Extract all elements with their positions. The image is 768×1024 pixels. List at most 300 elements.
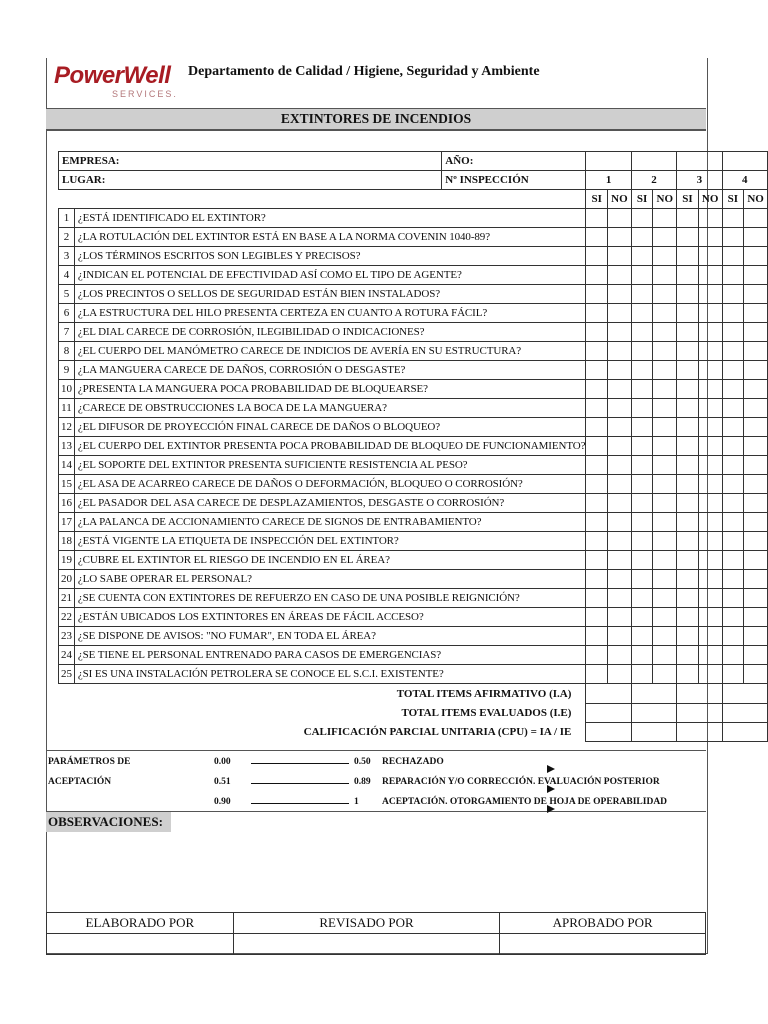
answer-no-checkbox[interactable] [608, 285, 632, 304]
answer-no-checkbox[interactable] [608, 608, 632, 627]
answer-si-checkbox[interactable] [722, 665, 744, 684]
answer-no-checkbox[interactable] [608, 323, 632, 342]
answer-si-checkbox[interactable] [722, 342, 744, 361]
question-number: 5 [59, 285, 75, 304]
parameter-from: 0.90 [214, 797, 231, 807]
answer-no-checkbox[interactable] [744, 209, 768, 228]
parameter-to: 1 [354, 797, 359, 807]
question-number: 21 [59, 589, 75, 608]
question-row [59, 627, 768, 646]
empresa-cell-1[interactable] [586, 152, 631, 171]
answer-si-checkbox[interactable] [586, 456, 608, 475]
answer-si-checkbox[interactable] [722, 570, 744, 589]
empresa-row [59, 152, 768, 171]
answer-no-checkbox[interactable] [698, 342, 722, 361]
answer-si-checkbox[interactable] [586, 285, 608, 304]
answer-si-checkbox[interactable] [677, 323, 699, 342]
answer-si-checkbox[interactable] [677, 304, 699, 323]
answer-no-checkbox[interactable] [698, 608, 722, 627]
answer-si-checkbox[interactable] [631, 551, 653, 570]
blank-cell [59, 190, 586, 209]
answer-si-checkbox[interactable] [586, 646, 608, 665]
answer-si-checkbox[interactable] [586, 323, 608, 342]
answer-si-checkbox[interactable] [722, 266, 744, 285]
answer-no-checkbox[interactable] [608, 418, 632, 437]
answer-si-checkbox[interactable] [631, 247, 653, 266]
answer-si-checkbox[interactable] [722, 380, 744, 399]
answer-si-checkbox[interactable] [631, 456, 653, 475]
question-text: ¿LA PALANCA DE ACCIONAMIENTO CARECE DE SIGNOS DE ENTRABAMIENTO? [74, 513, 586, 532]
answer-no-checkbox[interactable] [698, 323, 722, 342]
si-header: SI [677, 190, 699, 209]
question-number: 16 [59, 494, 75, 513]
aprobado-label: APROBADO POR [500, 913, 706, 934]
answer-si-checkbox[interactable] [631, 380, 653, 399]
answer-no-checkbox[interactable] [653, 304, 677, 323]
total-value-cell[interactable] [677, 684, 722, 704]
question-text: ¿SE DISPONE DE AVISOS: "NO FUMAR", EN TODA EL ÁREA? [74, 627, 586, 646]
answer-si-checkbox[interactable] [586, 266, 608, 285]
parameters-label-line2: ACEPTACIÓN [48, 777, 112, 787]
answer-si-checkbox[interactable] [631, 532, 653, 551]
parameter-to: 0.50 [354, 757, 371, 767]
answer-no-checkbox[interactable] [608, 209, 632, 228]
answer-si-checkbox[interactable] [677, 665, 699, 684]
question-text: ¿EL CUERPO DEL MANÓMETRO CARECE DE INDICIOS DE AVERÍA EN SU ESTRUCTURA? [74, 342, 586, 361]
answer-si-checkbox[interactable] [586, 551, 608, 570]
answer-si-checkbox[interactable] [677, 228, 699, 247]
logo-sub-text: SERVICES. [112, 89, 178, 99]
cpu-label: CALIFICACIÓN PARCIAL UNITARIA (CPU) = IA / IE [303, 725, 572, 738]
answer-si-checkbox[interactable] [631, 399, 653, 418]
answer-no-checkbox[interactable] [744, 418, 768, 437]
parameter-row [46, 777, 706, 791]
answer-no-checkbox[interactable] [608, 665, 632, 684]
answer-si-checkbox[interactable] [722, 285, 744, 304]
answer-si-checkbox[interactable] [586, 342, 608, 361]
total-value-cell[interactable] [722, 722, 767, 741]
answer-no-checkbox[interactable] [744, 437, 768, 456]
total-value-cell[interactable] [677, 703, 722, 722]
question-text: ¿CUBRE EL EXTINTOR EL RIESGO DE INCENDIO EN EL ÁREA? [74, 551, 586, 570]
question-number: 22 [59, 608, 75, 627]
answer-si-checkbox[interactable] [586, 665, 608, 684]
answer-no-checkbox[interactable] [653, 247, 677, 266]
answer-si-checkbox[interactable] [631, 494, 653, 513]
question-row [59, 323, 768, 342]
answer-no-checkbox[interactable] [608, 342, 632, 361]
answer-no-checkbox[interactable] [744, 570, 768, 589]
answer-si-checkbox[interactable] [631, 304, 653, 323]
inspection-number-3: 3 [677, 171, 722, 190]
elaborado-field[interactable] [47, 934, 234, 955]
elaborado-label: ELABORADO POR [47, 913, 234, 934]
answer-si-checkbox[interactable] [586, 570, 608, 589]
answer-si-checkbox[interactable] [631, 608, 653, 627]
answer-no-checkbox[interactable] [698, 266, 722, 285]
answer-no-checkbox[interactable] [653, 456, 677, 475]
revisado-field[interactable] [233, 934, 500, 955]
answer-si-checkbox[interactable] [722, 532, 744, 551]
observaciones-label: OBSERVACIONES: [46, 812, 171, 832]
answer-si-checkbox[interactable] [722, 437, 744, 456]
answer-no-checkbox[interactable] [608, 380, 632, 399]
question-number: 8 [59, 342, 75, 361]
lugar-label: LUGAR: [59, 171, 442, 190]
answer-no-checkbox[interactable] [744, 285, 768, 304]
answer-si-checkbox[interactable] [631, 646, 653, 665]
question-row [59, 589, 768, 608]
question-text: ¿SE TIENE EL PERSONAL ENTRENADO PARA CASOS DE EMERGENCIAS? [74, 646, 586, 665]
answer-no-checkbox[interactable] [653, 494, 677, 513]
answer-no-checkbox[interactable] [608, 494, 632, 513]
question-row [59, 380, 768, 399]
answer-no-checkbox[interactable] [653, 323, 677, 342]
answer-si-checkbox[interactable] [677, 475, 699, 494]
answer-si-checkbox[interactable] [677, 380, 699, 399]
answer-si-checkbox[interactable] [631, 323, 653, 342]
question-row [59, 399, 768, 418]
answer-no-checkbox[interactable] [653, 380, 677, 399]
question-number: 6 [59, 304, 75, 323]
answer-si-checkbox[interactable] [586, 209, 608, 228]
answer-no-checkbox[interactable] [698, 513, 722, 532]
answer-no-checkbox[interactable] [698, 475, 722, 494]
answer-si-checkbox[interactable] [586, 380, 608, 399]
total-value-cell[interactable] [722, 703, 767, 722]
answer-si-checkbox[interactable] [677, 361, 699, 380]
answer-si-checkbox[interactable] [631, 475, 653, 494]
question-row [59, 361, 768, 380]
si-header: SI [586, 190, 608, 209]
answer-no-checkbox[interactable] [608, 399, 632, 418]
total-evaluados-label: TOTAL ITEMS EVALUADOS (I.E) [401, 706, 572, 719]
answer-si-checkbox[interactable] [722, 475, 744, 494]
company-logo [54, 62, 178, 104]
answer-si-checkbox[interactable] [631, 285, 653, 304]
answer-no-checkbox[interactable] [653, 665, 677, 684]
answer-si-checkbox[interactable] [631, 418, 653, 437]
question-number: 3 [59, 247, 75, 266]
no-header: NO [608, 190, 632, 209]
answer-si-checkbox[interactable] [677, 437, 699, 456]
answer-si-checkbox[interactable] [722, 399, 744, 418]
answer-si-checkbox[interactable] [586, 304, 608, 323]
answer-no-checkbox[interactable] [744, 475, 768, 494]
answer-si-checkbox[interactable] [677, 399, 699, 418]
answer-no-checkbox[interactable] [608, 570, 632, 589]
question-number: 23 [59, 627, 75, 646]
question-number: 1 [59, 209, 75, 228]
arrow-icon [251, 783, 349, 784]
answer-si-checkbox[interactable] [586, 532, 608, 551]
answer-no-checkbox[interactable] [698, 247, 722, 266]
question-row [59, 437, 768, 456]
question-text: ¿EL CUERPO DEL EXTINTOR PRESENTA POCA PROBABILIDAD DE BLOQUEO DE FUNCIONAMIENTO? [74, 437, 586, 456]
answer-no-checkbox[interactable] [744, 608, 768, 627]
aprobado-field[interactable] [500, 934, 706, 955]
answer-no-checkbox[interactable] [698, 228, 722, 247]
question-number: 24 [59, 646, 75, 665]
answer-si-checkbox[interactable] [722, 247, 744, 266]
no-header: NO [698, 190, 722, 209]
answer-si-checkbox[interactable] [586, 494, 608, 513]
answer-si-checkbox[interactable] [586, 418, 608, 437]
question-row [59, 608, 768, 627]
question-text: ¿PRESENTA LA MANGUERA POCA PROBABILIDAD DE BLOQUEARSE? [74, 380, 586, 399]
answer-si-checkbox[interactable] [586, 437, 608, 456]
answer-no-checkbox[interactable] [744, 456, 768, 475]
answer-si-checkbox[interactable] [722, 627, 744, 646]
answer-no-checkbox[interactable] [744, 665, 768, 684]
total-value-cell[interactable] [677, 722, 722, 741]
answer-si-checkbox[interactable] [677, 285, 699, 304]
question-row [59, 209, 768, 228]
empresa-cell-2[interactable] [631, 152, 676, 171]
answer-si-checkbox[interactable] [631, 570, 653, 589]
answer-no-checkbox[interactable] [653, 627, 677, 646]
answer-si-checkbox[interactable] [677, 266, 699, 285]
answer-si-checkbox[interactable] [722, 551, 744, 570]
answer-si-checkbox[interactable] [586, 228, 608, 247]
answer-si-checkbox[interactable] [722, 513, 744, 532]
answer-no-checkbox[interactable] [653, 475, 677, 494]
answer-si-checkbox[interactable] [586, 627, 608, 646]
empresa-label: EMPRESA: [59, 152, 442, 171]
answer-si-checkbox[interactable] [677, 551, 699, 570]
answer-no-checkbox[interactable] [608, 475, 632, 494]
answer-no-checkbox[interactable] [698, 570, 722, 589]
question-text: ¿EL DIAL CARECE DE CORROSIÓN, ILEGIBILIDAD O INDICACIONES? [74, 323, 586, 342]
answer-no-checkbox[interactable] [653, 437, 677, 456]
answer-si-checkbox[interactable] [586, 399, 608, 418]
answer-no-checkbox[interactable] [653, 532, 677, 551]
answer-si-checkbox[interactable] [586, 589, 608, 608]
answer-si-checkbox[interactable] [722, 304, 744, 323]
answer-no-checkbox[interactable] [744, 266, 768, 285]
answer-no-checkbox[interactable] [698, 380, 722, 399]
question-text: ¿LOS PRECINTOS O SELLOS DE SEGURIDAD ESTÁN BIEN INSTALADOS? [74, 285, 586, 304]
total-value-cell[interactable] [631, 703, 676, 722]
answer-si-checkbox[interactable] [722, 456, 744, 475]
answer-si-checkbox[interactable] [677, 513, 699, 532]
answer-si-checkbox[interactable] [722, 209, 744, 228]
question-row [59, 646, 768, 665]
empresa-cell-4[interactable] [722, 152, 767, 171]
answer-no-checkbox[interactable] [744, 304, 768, 323]
answer-no-checkbox[interactable] [653, 342, 677, 361]
answer-no-checkbox[interactable] [608, 627, 632, 646]
answer-no-checkbox[interactable] [744, 646, 768, 665]
answer-no-checkbox[interactable] [653, 361, 677, 380]
answer-si-checkbox[interactable] [631, 437, 653, 456]
answer-si-checkbox[interactable] [586, 513, 608, 532]
answer-si-checkbox[interactable] [722, 228, 744, 247]
answer-si-checkbox[interactable] [722, 608, 744, 627]
total-value-cell[interactable] [586, 703, 631, 722]
answer-si-checkbox[interactable] [677, 627, 699, 646]
answer-no-checkbox[interactable] [608, 532, 632, 551]
question-text: ¿ESTÁ IDENTIFICADO EL EXTINTOR? [74, 209, 586, 228]
question-row [59, 494, 768, 513]
total-value-cell[interactable] [631, 722, 676, 741]
answer-no-checkbox[interactable] [653, 418, 677, 437]
answer-si-checkbox[interactable] [631, 665, 653, 684]
question-number: 12 [59, 418, 75, 437]
question-row [59, 304, 768, 323]
total-value-cell[interactable] [586, 722, 631, 741]
answer-no-checkbox[interactable] [744, 513, 768, 532]
answer-no-checkbox[interactable] [653, 570, 677, 589]
answer-no-checkbox[interactable] [608, 361, 632, 380]
answer-no-checkbox[interactable] [608, 228, 632, 247]
answer-si-checkbox[interactable] [677, 456, 699, 475]
answer-si-checkbox[interactable] [586, 475, 608, 494]
answer-no-checkbox[interactable] [608, 551, 632, 570]
answer-no-checkbox[interactable] [608, 646, 632, 665]
answer-no-checkbox[interactable] [653, 266, 677, 285]
acceptance-parameters [46, 750, 706, 812]
parameters-label-line1: PARÁMETROS DE [48, 757, 131, 767]
parameter-desc: ACEPTACIÓN. OTORGAMIENTO DE HOJA DE OPERABILIDAD [382, 797, 668, 807]
answer-no-checkbox[interactable] [608, 247, 632, 266]
answer-si-checkbox[interactable] [631, 228, 653, 247]
answer-no-checkbox[interactable] [744, 589, 768, 608]
answer-si-checkbox[interactable] [677, 209, 699, 228]
answer-no-checkbox[interactable] [698, 627, 722, 646]
question-row [59, 665, 768, 684]
answer-no-checkbox[interactable] [744, 228, 768, 247]
answer-no-checkbox[interactable] [744, 532, 768, 551]
answer-no-checkbox[interactable] [653, 399, 677, 418]
answer-no-checkbox[interactable] [698, 646, 722, 665]
total-row [59, 684, 768, 704]
question-row [59, 570, 768, 589]
answer-no-checkbox[interactable] [608, 589, 632, 608]
answer-no-checkbox[interactable] [698, 399, 722, 418]
answer-no-checkbox[interactable] [744, 323, 768, 342]
question-text: ¿ESTÁN UBICADOS LOS EXTINTORES EN ÁREAS DE FÁCIL ACCESO? [74, 608, 586, 627]
si-no-header-row [59, 190, 768, 209]
si-header: SI [631, 190, 653, 209]
question-number: 25 [59, 665, 75, 684]
answer-si-checkbox[interactable] [677, 532, 699, 551]
question-text: ¿EL ASA DE ACARREO CARECE DE DAÑOS O DEFORMACIÓN, BLOQUEO O CORROSIÓN? [74, 475, 586, 494]
answer-no-checkbox[interactable] [698, 665, 722, 684]
answer-no-checkbox[interactable] [608, 437, 632, 456]
answer-si-checkbox[interactable] [677, 589, 699, 608]
answer-si-checkbox[interactable] [586, 608, 608, 627]
observaciones-field[interactable] [170, 812, 700, 908]
question-text: ¿LO SABE OPERAR EL PERSONAL? [74, 570, 586, 589]
answer-no-checkbox[interactable] [744, 342, 768, 361]
question-number: 13 [59, 437, 75, 456]
arrow-icon [251, 803, 349, 804]
parameter-row [46, 757, 706, 771]
answer-no-checkbox[interactable] [653, 608, 677, 627]
answer-si-checkbox[interactable] [722, 323, 744, 342]
answer-si-checkbox[interactable] [586, 361, 608, 380]
answer-si-checkbox[interactable] [631, 361, 653, 380]
question-text: ¿LA ESTRUCTURA DEL HILO PRESENTA CERTEZA EN CUANTO A ROTURA FÁCIL? [74, 304, 586, 323]
answer-no-checkbox[interactable] [698, 532, 722, 551]
question-number: 18 [59, 532, 75, 551]
answer-si-checkbox[interactable] [677, 247, 699, 266]
answer-si-checkbox[interactable] [631, 342, 653, 361]
answer-no-checkbox[interactable] [608, 513, 632, 532]
answer-no-checkbox[interactable] [653, 589, 677, 608]
answer-no-checkbox[interactable] [698, 304, 722, 323]
answer-si-checkbox[interactable] [631, 209, 653, 228]
answer-no-checkbox[interactable] [744, 494, 768, 513]
answer-no-checkbox[interactable] [698, 361, 722, 380]
answer-si-checkbox[interactable] [677, 342, 699, 361]
answer-no-checkbox[interactable] [744, 551, 768, 570]
answer-si-checkbox[interactable] [631, 513, 653, 532]
answer-no-checkbox[interactable] [698, 437, 722, 456]
answer-si-checkbox[interactable] [722, 361, 744, 380]
answer-si-checkbox[interactable] [722, 589, 744, 608]
answer-no-checkbox[interactable] [698, 285, 722, 304]
answer-no-checkbox[interactable] [608, 304, 632, 323]
answer-no-checkbox[interactable] [698, 551, 722, 570]
answer-si-checkbox[interactable] [677, 494, 699, 513]
total-value-cell[interactable] [722, 684, 767, 704]
answer-no-checkbox[interactable] [698, 209, 722, 228]
answer-si-checkbox[interactable] [631, 266, 653, 285]
answer-si-checkbox[interactable] [586, 247, 608, 266]
answer-si-checkbox[interactable] [677, 418, 699, 437]
answer-no-checkbox[interactable] [744, 399, 768, 418]
answer-no-checkbox[interactable] [653, 228, 677, 247]
question-row [59, 247, 768, 266]
question-text: ¿SI ES UNA INSTALACIÓN PETROLERA SE CONOCE EL S.C.I. EXISTENTE? [74, 665, 586, 684]
answer-no-checkbox[interactable] [744, 627, 768, 646]
answer-no-checkbox[interactable] [744, 361, 768, 380]
answer-no-checkbox[interactable] [608, 456, 632, 475]
answer-si-checkbox[interactable] [722, 646, 744, 665]
empresa-cell-3[interactable] [677, 152, 722, 171]
question-row [59, 551, 768, 570]
answer-no-checkbox[interactable] [698, 589, 722, 608]
answer-no-checkbox[interactable] [653, 551, 677, 570]
answer-no-checkbox[interactable] [608, 266, 632, 285]
question-number: 4 [59, 266, 75, 285]
question-text: ¿CARECE DE OBSTRUCCIONES LA BOCA DE LA MANGUERA? [74, 399, 586, 418]
total-value-cell[interactable] [631, 684, 676, 704]
answer-no-checkbox[interactable] [653, 513, 677, 532]
answer-si-checkbox[interactable] [677, 608, 699, 627]
answer-no-checkbox[interactable] [698, 418, 722, 437]
answer-si-checkbox[interactable] [631, 627, 653, 646]
answer-no-checkbox[interactable] [653, 209, 677, 228]
answer-si-checkbox[interactable] [722, 418, 744, 437]
answer-no-checkbox[interactable] [698, 494, 722, 513]
signature-field-row [47, 934, 706, 955]
answer-no-checkbox[interactable] [653, 285, 677, 304]
answer-no-checkbox[interactable] [698, 456, 722, 475]
answer-si-checkbox[interactable] [631, 589, 653, 608]
answer-no-checkbox[interactable] [744, 247, 768, 266]
total-value-cell[interactable] [586, 684, 631, 704]
answer-si-checkbox[interactable] [677, 646, 699, 665]
department-title: Departamento de Calidad / Higiene, Seguridad y Ambiente [188, 64, 540, 79]
answer-no-checkbox[interactable] [653, 646, 677, 665]
answer-si-checkbox[interactable] [677, 570, 699, 589]
question-number: 14 [59, 456, 75, 475]
answer-no-checkbox[interactable] [744, 380, 768, 399]
answer-si-checkbox[interactable] [722, 494, 744, 513]
